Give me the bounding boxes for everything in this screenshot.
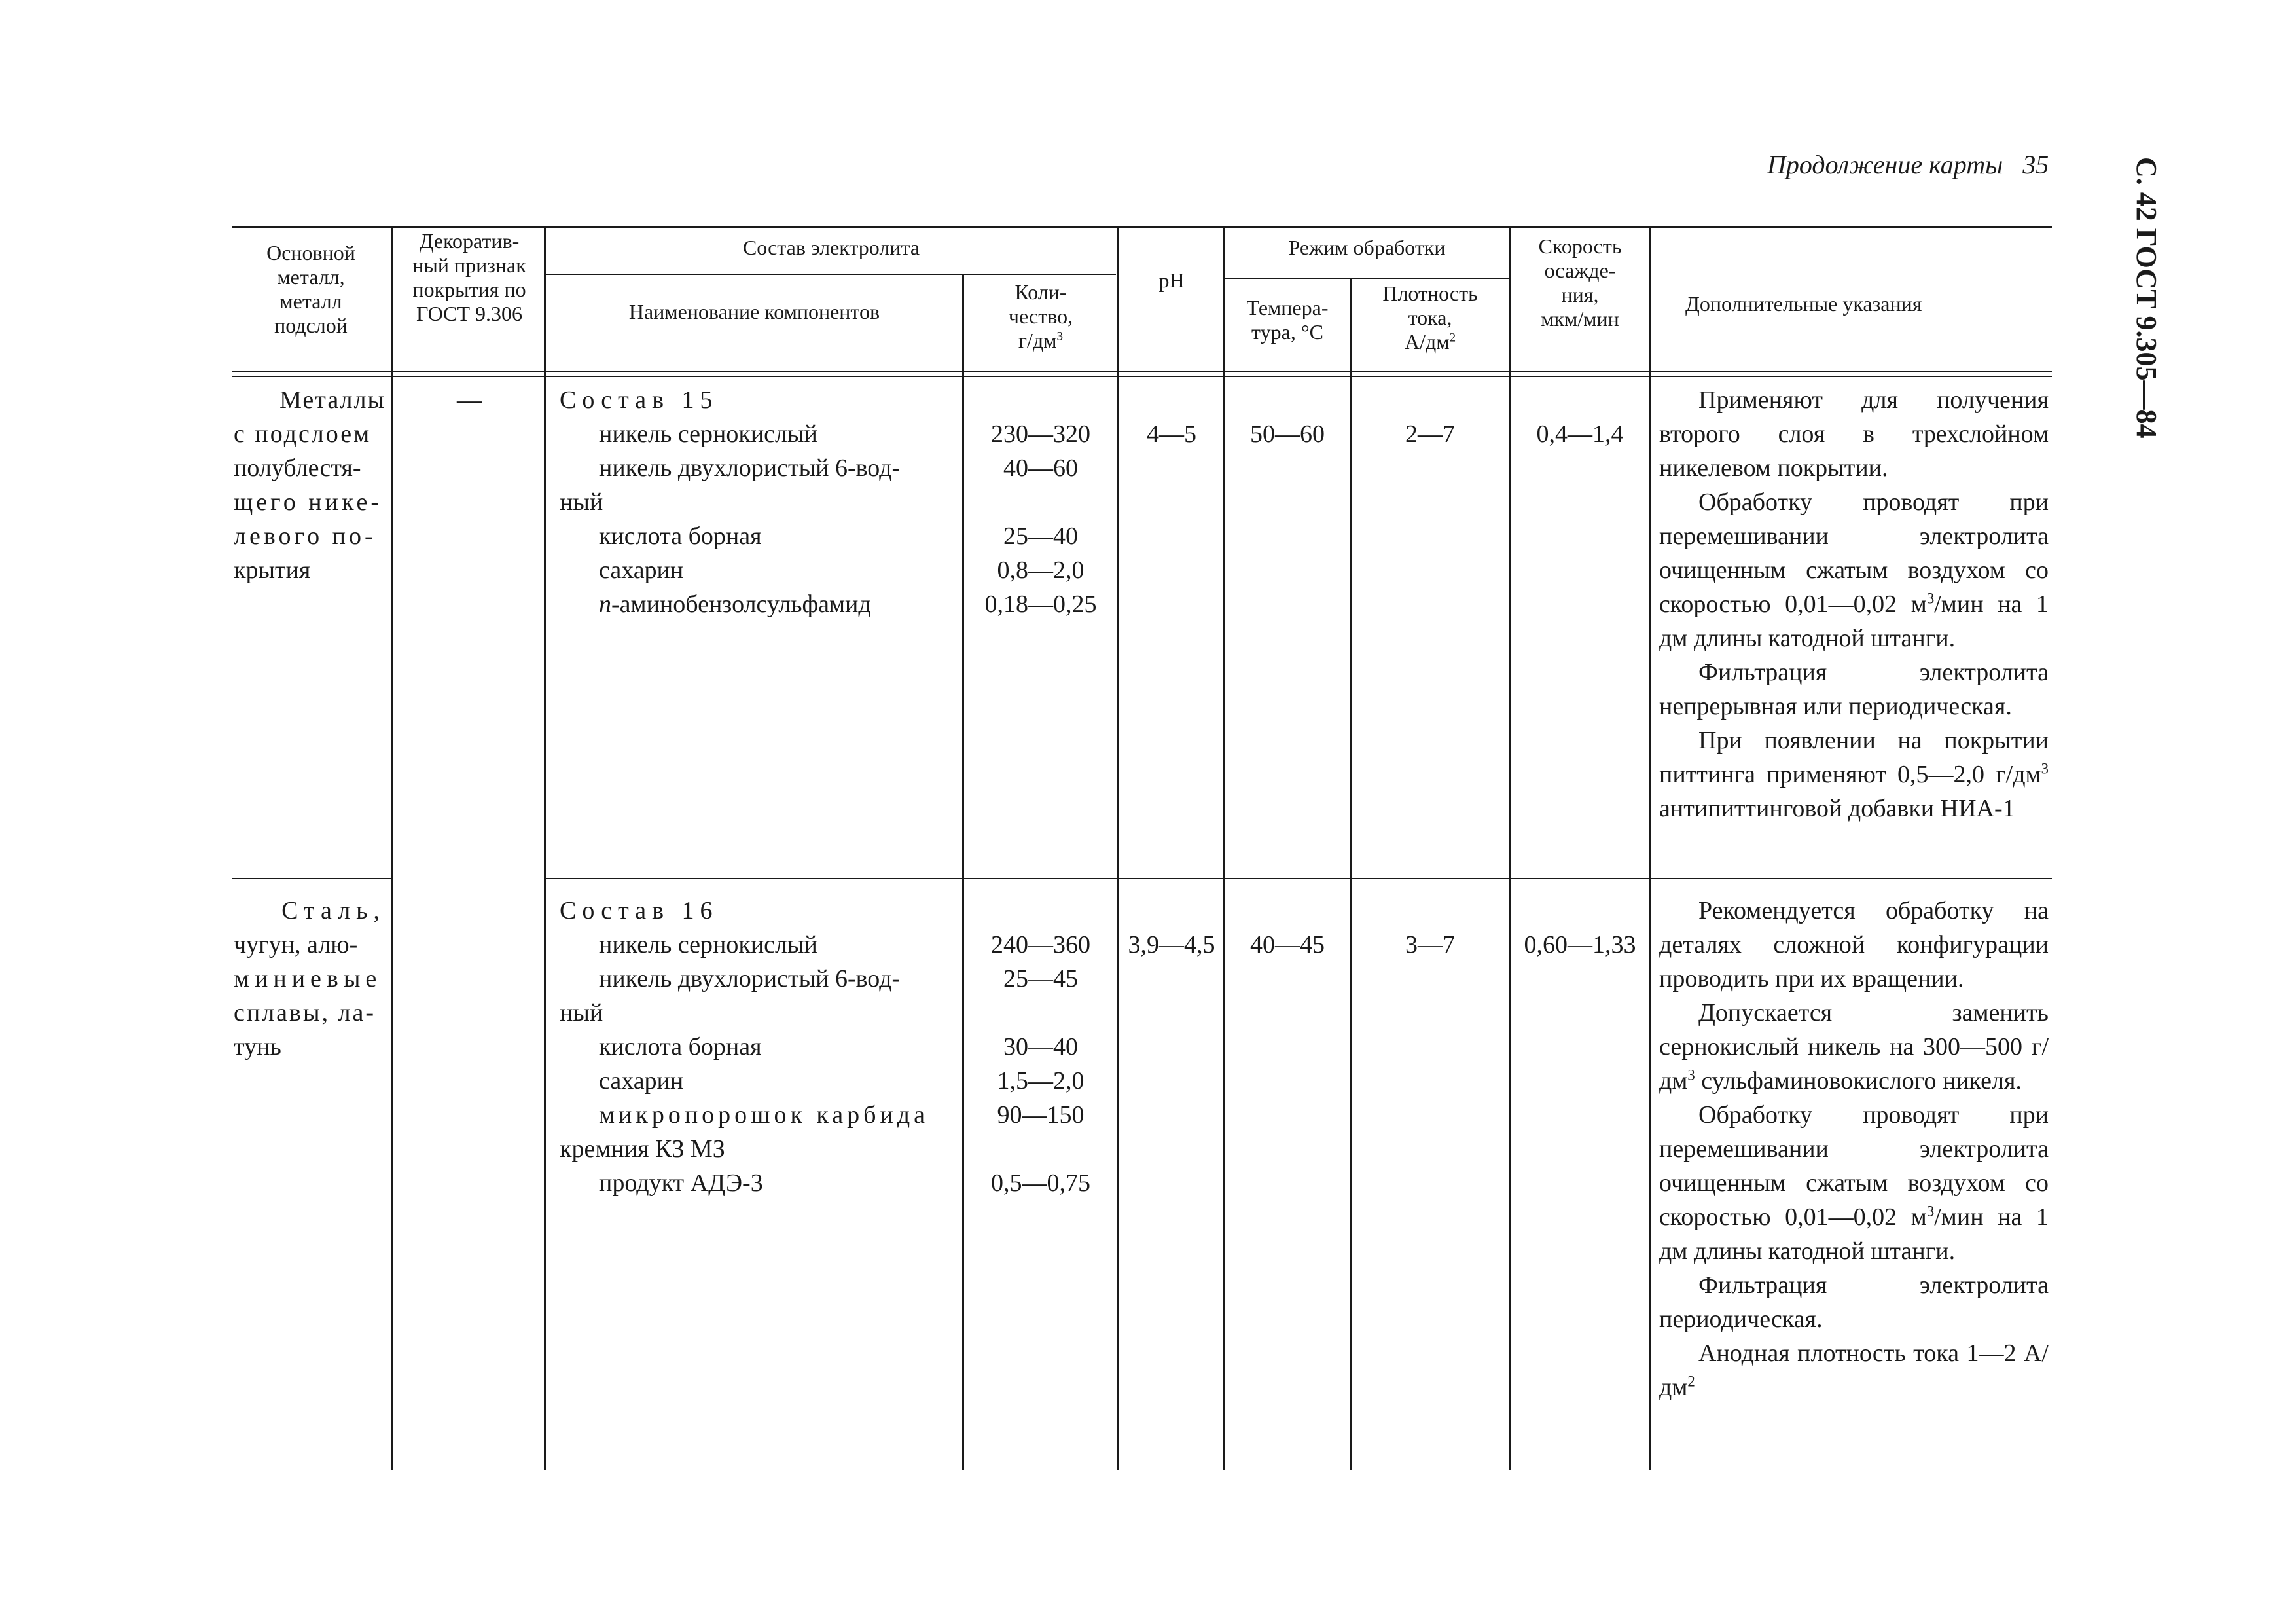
- row-separator-rule: [232, 878, 392, 879]
- row1-quantities: 230—320 40—60 25—40 0,8—2,0 0,18—0,25: [984, 420, 1097, 618]
- col-rule-4: [1117, 226, 1119, 1470]
- row2-density: 3—7: [1405, 931, 1455, 958]
- header-speed: Скорость осажде- ния, мкм/мин: [1538, 234, 1622, 331]
- header-double-rule-1: [232, 371, 2052, 372]
- side-header-text: С. 42 ГОСТ 9.305—84: [2130, 157, 2162, 439]
- header-notes: Дополнительные указания: [1685, 292, 1922, 316]
- row2-speed: 0,60—1,33: [1524, 931, 1636, 958]
- header-mode: Режим обработки: [1288, 236, 1446, 259]
- row1-speed: 0,4—1,4: [1536, 420, 1624, 448]
- row2-composition-title: Состав 16: [560, 897, 719, 924]
- header-decorative: Декоратив- ный признак покрытия по ГОСТ 9.306: [412, 229, 526, 325]
- row1-density: 2—7: [1405, 420, 1455, 448]
- col-rule-6: [1350, 278, 1352, 1470]
- row1-components: Состав 15 никель сернокислый никель двухлористый 6-вод- ный кислота борная сахарин n-аминобензолсульфамид: [560, 383, 952, 621]
- side-header: [2124, 157, 2163, 458]
- row1-composition-title: Состав 15: [560, 386, 719, 414]
- header-density: Плотность тока, $А/дм^2$: [1382, 282, 1478, 354]
- continuation-label: [1767, 149, 2049, 180]
- row2-metal: Сталь, чугун, алю- миниевые сплавы, ла- тунь: [234, 897, 386, 1061]
- table-top-rule: [232, 226, 2052, 228]
- col-rule-8: [1649, 226, 1651, 1470]
- row1-metal: Металлы с подслоем полублестя- щего нике- левого по- крытия: [234, 386, 386, 584]
- header-temperature: Темпера- тура, °С: [1246, 296, 1329, 344]
- row2-ph: 3,9—4,5: [1128, 931, 1215, 958]
- row1-decorative: —: [457, 386, 482, 414]
- row2-components: Состав 16 никель сернокислый никель двухлористый 6-вод- ный кислота борная сахарин микропорошок карбида кремния КЗ МЗ продукт АДЭ-3: [560, 894, 952, 1200]
- electrolyte-sub-rule: [545, 274, 1116, 275]
- header-quantity: Коли- чество, $г/дм^3$: [1008, 280, 1073, 352]
- mode-sub-rule: [1224, 278, 1509, 279]
- header-component-name: Наименование компонентов: [628, 300, 880, 323]
- card-number: 35: [2022, 150, 2049, 179]
- header-base-metal: Основной металл, металл подслой: [266, 241, 355, 337]
- header-double-rule-2: [232, 376, 2052, 377]
- col-rule-5: [1223, 226, 1225, 1470]
- row1-ph: 4—5: [1147, 420, 1196, 448]
- header-ph: pH: [1158, 268, 1185, 292]
- row2-notes: Рекомендуется обработку на деталях сложной конфигурации проводить при их вращении. Допускается заменить сернокислый никель на 300—500 $г/дм^3$ сульфаминовокислого никеля. Обработку проводят при перемешивании электролита очищенным сжатым воздухом со скоростью 0,01—0,02 $м^3$/мин на 1 дм длины катодной штанги. Фильтрация электролита периодическая. Анодная плотность тока 1—2 $А/дм^2$: [1659, 897, 2049, 1401]
- row1-temperature: 50—60: [1250, 420, 1325, 448]
- row1-notes: Применяют для получения второго слоя в трехслойном никелевом покрытии. Обработку проводят при перемешивании электролита очищенным сжатым воздухом со скоростью 0,01—0,02 $м^3$/мин на 1 дм длины катодной штанги. Фильтрация электролита непрерывная или периодическая. При появлении на покрытии питтинга применяют 0,5—2,0 $г/дм^3$ антипиттинговой добавки НИА-1: [1659, 386, 2049, 822]
- row2-quantities: 240—360 25—45 30—40 1,5—2,0 90—150 0,5—0,75: [991, 931, 1090, 1197]
- header-electrolyte: Состав электролита: [742, 236, 920, 259]
- row-separator-rule-right: [545, 878, 2052, 879]
- col-rule-7: [1509, 226, 1511, 1470]
- continuation-text: Продолжение карты: [1767, 150, 2003, 179]
- row2-temperature: 40—45: [1250, 931, 1325, 958]
